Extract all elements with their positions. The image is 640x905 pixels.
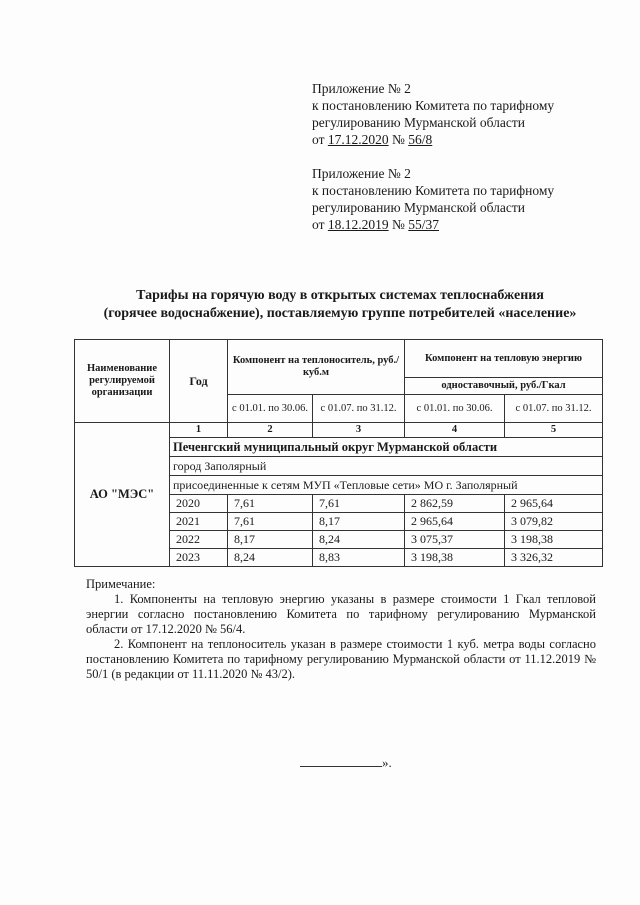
header-heat-carrier: Компонент на теплоноситель, руб./куб.м (228, 340, 405, 395)
value-cell: 7,61 (228, 513, 313, 531)
header-heat-energy: Компонент на тепловую энергию (405, 340, 603, 378)
value-cell: 8,83 (313, 549, 405, 567)
closing-quote: ». (382, 755, 392, 770)
appendix-title: Приложение № 2 (312, 81, 411, 96)
appendix-line: регулированию Мурманской области (312, 200, 525, 215)
header-org: Наименование регулируемой организации (75, 340, 170, 423)
notes-section (86, 577, 596, 682)
decree-date: 17.12.2020 (327, 132, 389, 147)
value-cell: 7,61 (228, 495, 313, 513)
closing-mark (300, 755, 392, 771)
value-cell: 2 965,64 (505, 495, 603, 513)
column-number: 1 (170, 423, 228, 438)
column-number: 4 (405, 423, 505, 438)
header-year: Год (170, 340, 228, 423)
column-number: 3 (313, 423, 405, 438)
number-sign: № (391, 217, 405, 232)
header-single-rate: одноставочный, руб./Гкал (405, 378, 603, 395)
appendix-title: Приложение № 2 (312, 166, 411, 181)
appendix-line: регулированию Мурманской области (312, 115, 525, 130)
city-row: город Заполярный (170, 457, 603, 476)
from-label: от (312, 132, 325, 147)
value-cell: 3 198,38 (405, 549, 505, 567)
value-cell: 8,24 (228, 549, 313, 567)
year-cell: 2023 (170, 549, 228, 567)
year-cell: 2020 (170, 495, 228, 513)
value-cell: 3 198,38 (505, 531, 603, 549)
decree-date: 18.12.2019 (327, 217, 389, 232)
value-cell: 8,17 (228, 531, 313, 549)
year-cell: 2021 (170, 513, 228, 531)
value-cell: 3 326,32 (505, 549, 603, 567)
appendix-line: к постановлению Комитета по тарифному (312, 98, 555, 113)
year-cell: 2022 (170, 531, 228, 549)
appendix-line: к постановлению Комитета по тарифному (312, 183, 555, 198)
document-title (60, 287, 620, 323)
from-label: от (312, 217, 325, 232)
appendix-header-2019 (312, 165, 554, 233)
period-header: с 01.07. по 31.12. (313, 395, 405, 423)
district-row: Печенгский муниципальный округ Мурманской области (170, 438, 603, 457)
decree-number: 56/8 (408, 132, 433, 147)
value-cell: 3 079,82 (505, 513, 603, 531)
column-number: 2 (228, 423, 313, 438)
value-cell: 2 965,64 (405, 513, 505, 531)
appendix-date-line (312, 131, 554, 148)
note-item: 1. Компоненты на тепловую энергию указаны в размере стоимости 1 Гкал тепловой энергии согласно постановлению Комитета по тарифному регулированию Мурманской области от 17.12.2020 № 56/4. (86, 592, 596, 636)
title-line-1: Тарифы на горячую воду в открытых системах теплоснабжения (136, 288, 544, 303)
appendix-header-2020 (312, 80, 554, 148)
value-cell: 2 862,59 (405, 495, 505, 513)
value-cell: 3 075,37 (405, 531, 505, 549)
value-cell: 8,24 (313, 531, 405, 549)
value-cell: 8,17 (313, 513, 405, 531)
number-sign: № (391, 132, 405, 147)
period-header: с 01.01. по 30.06. (405, 395, 505, 423)
signature-line (300, 755, 382, 767)
note-item: 2. Компонент на теплоноситель указан в размере стоимости 1 куб. метра воды согласно постановлению Комитета по тарифному регулированию Мурманской области от 11.12.2019 № 50/1 (в редакции от 11.11.2020 № 43/2). (86, 637, 596, 681)
appendix-date-line (312, 216, 554, 233)
notes-heading: Примечание: (86, 577, 156, 591)
period-header: с 01.01. по 30.06. (228, 395, 313, 423)
organization-name: АО "МЭС" (75, 423, 170, 567)
decree-number: 55/37 (408, 217, 440, 232)
period-header: с 01.07. по 31.12. (505, 395, 603, 423)
value-cell: 7,61 (313, 495, 405, 513)
column-number: 5 (505, 423, 603, 438)
title-line-2: (горячее водоснабжение), поставляемую группе потребителей «население» (103, 306, 577, 321)
connection-row: присоединенные к сетям МУП «Тепловые сети» МО г. Заполярный (170, 476, 603, 495)
tariff-table (74, 339, 603, 567)
